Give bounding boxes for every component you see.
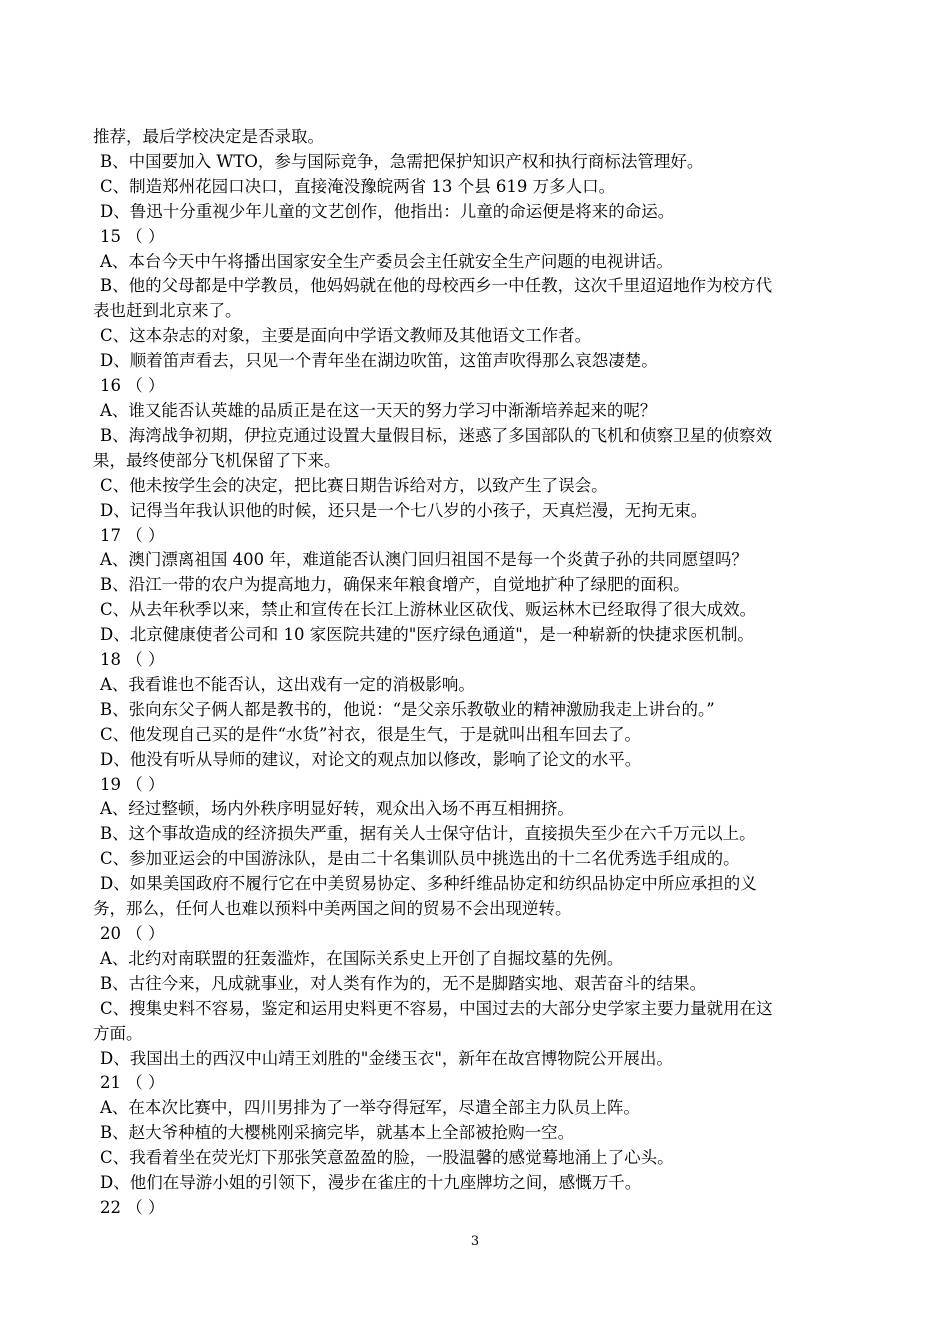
text-line: 务，那么，任何人也难以预料中美两国之间的贸易不会出现逆转。 (93, 899, 572, 919)
text-line: A、谁又能否认英雄的品质正是在这一天天的努力学习中渐渐培养起来的呢？ (100, 400, 657, 420)
text-line: A、我看谁也不能否认，这出戏有一定的消极影响。 (100, 674, 475, 694)
text-line: B、他的父母都是中学教员，他妈妈就在他的母校西乡一中任教，这次千里迢迢地作为校方代 (100, 276, 773, 296)
document-body (93, 125, 868, 1221)
text-line: B、这个事故造成的经济损失严重，据有关人士保守估计，直接损失至少在六千万元以上。 (100, 824, 756, 844)
text-line: B、中国要加入 WTO，参与国际竞争，急需把保护知识产权和执行商标法管理好。 (100, 151, 704, 171)
text-line: 方面。 (93, 1023, 143, 1043)
text-line: 18 （ ） (100, 650, 165, 670)
text-line: B、海湾战争初期，伊拉克通过设置大量假目标，迷惑了多国部队的飞机和侦察卫星的侦察效 (100, 425, 773, 445)
text-line: D、我国出土的西汉中山靖王刘胜的"金缕玉衣"，新年在故宫博物院公开展出。 (100, 1048, 673, 1068)
text-line: A、北约对南联盟的狂轰滥炸，在国际关系史上开创了自掘坟墓的先例。 (100, 948, 624, 968)
text-line: A、在本次比赛中，四川男排为了一举夺得冠军，尽遣全部主力队员上阵。 (100, 1098, 640, 1118)
text-line: D、鲁迅十分重视少年儿童的文艺创作，他指出：儿童的命运便是将来的命运。 (100, 201, 675, 221)
text-line: C、这本杂志的对象，主要是面向中学语文教师及其他语文工作者。 (100, 326, 592, 346)
page-number: 3 (470, 1234, 480, 1249)
text-line: B、古往今来，凡成就事业，对人类有作为的，无不是脚踏实地、艰苦奋斗的结果。 (100, 973, 707, 993)
text-line: D、北京健康使者公司和 10 家医院共建的"医疗绿色通道"，是一种崭新的快捷求医机制。 (100, 625, 754, 645)
text-line: B、张向东父子俩人都是教书的，他说：“是父亲乐教敬业的精神激励我走上讲台的。” (100, 699, 715, 719)
text-line: 果，最终使部分飞机保留了下来。 (93, 450, 341, 470)
text-line: A、经过整顿，场内外秩序明显好转，观众出入场不再互相拥挤。 (100, 799, 574, 819)
text-line: 21 （ ） (100, 1073, 165, 1093)
text-line: B、沿江一带的农户为提高地力，确保来年粮食增产，自觉地扩种了绿肥的面积。 (100, 575, 690, 595)
text-line: D、他们在导游小姐的引领下，漫步在雀庄的十九座牌坊之间，感慨万千。 (100, 1173, 642, 1193)
text-line: 19 （ ） (100, 774, 165, 794)
text-line: 表也赶到北京来了。 (93, 301, 242, 321)
text-line: C、他发现自己买的是件“水货”衬衣，很是生气，于是就叫出租车回去了。 (100, 724, 641, 744)
text-line: 推荐，最后学校决定是否录取。 (93, 127, 324, 146)
text-line: B、赵大爷种植的大樱桃刚采摘完毕，就基本上全部被抢购一空。 (100, 1123, 575, 1143)
text-line: A、澳门漂离祖国 400 年，难道能否认澳门回归祖国不是每一个炎黄子孙的共同愿望吗？ (100, 550, 748, 570)
text-line: C、他未按学生会的决定，把比赛日期告诉给对方，以致产生了误会。 (100, 475, 608, 495)
text-line: C、制造郑州花园口决口，直接淹没豫皖两省 13 个县 619 万多人口。 (100, 176, 616, 196)
text-line: D、他没有听从导师的建议，对论文的观点加以修改，影响了论文的水平。 (100, 749, 642, 769)
text-line: C、搜集史料不容易，鉴定和运用史料更不容易，中国过去的大部分史学家主要力量就用在这 (100, 998, 773, 1018)
text-line: C、从去年秋季以来，禁止和宣传在长江上游林业区砍伐、贩运林木已经取得了很大成效。 (100, 600, 757, 620)
text-line: 15 （ ） (100, 226, 165, 246)
text-line: 17 （ ） (100, 525, 165, 545)
text-line: 20 （ ） (100, 924, 165, 943)
text-line: D、顺着笛声看去，只见一个青年坐在湖边吹笛，这笛声吹得那么哀怨凄楚。 (100, 351, 658, 371)
text-line: C、参加亚运会的中国游泳队，是由二十名集训队员中挑选出的十二名优秀选手组成的。 (100, 849, 740, 869)
text-line: A、本台今天中午将播出国家安全生产委员会主任就安全生产问题的电视讲话。 (100, 251, 673, 271)
text-line: 16 （ ） (100, 376, 165, 396)
text-line: C、我看着坐在荧光灯下那张笑意盈盈的脸，一股温馨的感觉蓦地涌上了心头。 (100, 1148, 674, 1168)
text-line: D、如果美国政府不履行它在中美贸易协定、多种纤维品协定和纺织品协定中所应承担的义 (100, 874, 757, 894)
text-line: 22 （ ） (100, 1197, 165, 1217)
text-line: D、记得当年我认识他的时候，还只是一个七八岁的小孩子，天真烂漫，无拘无束。 (100, 500, 708, 520)
